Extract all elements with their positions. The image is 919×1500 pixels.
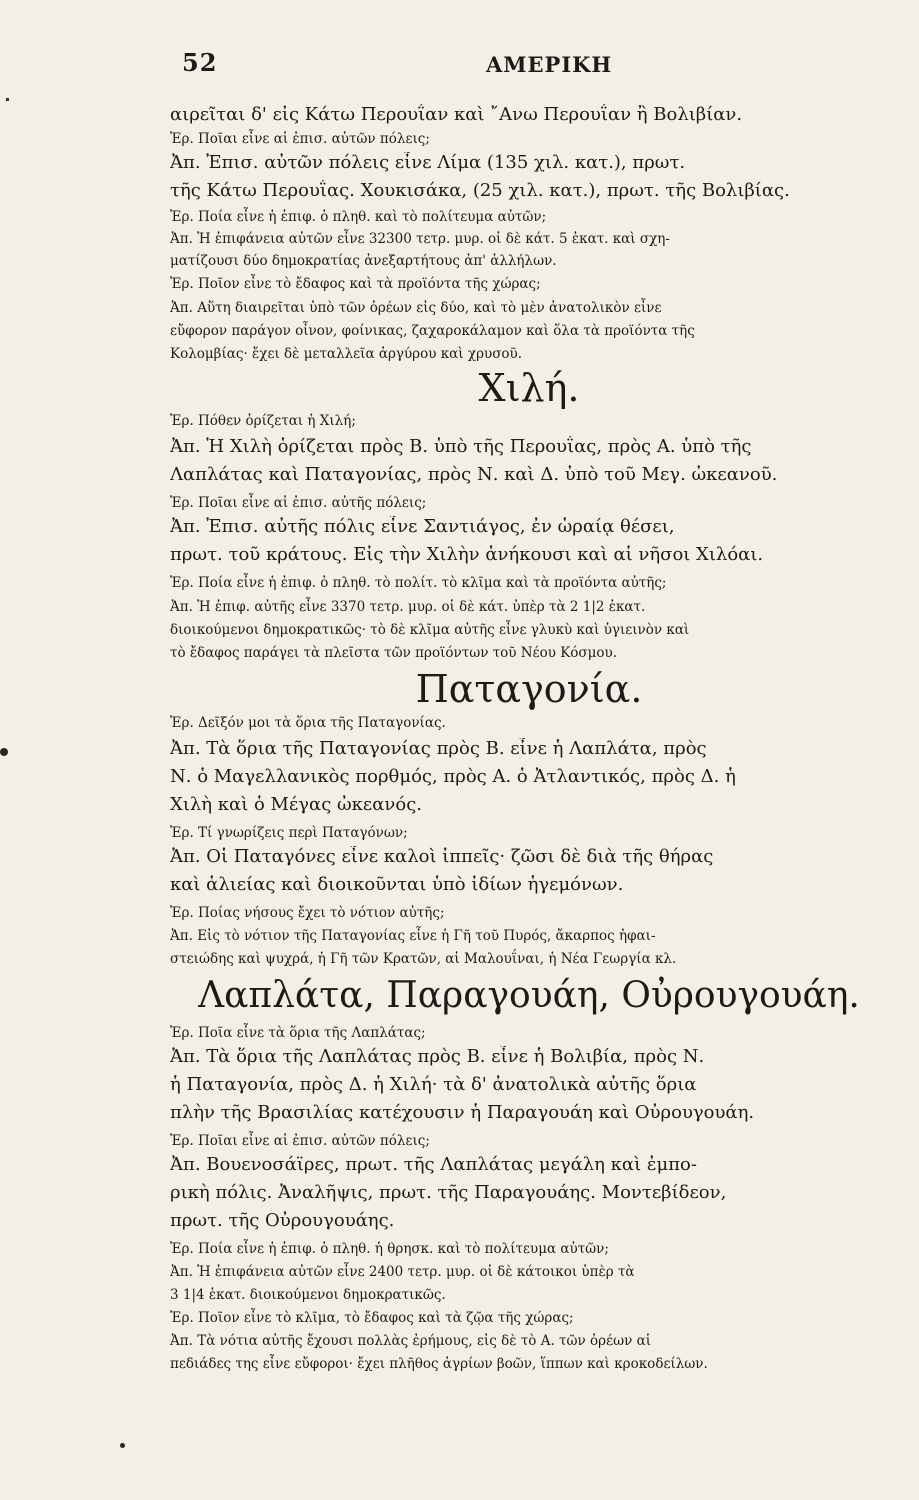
- answer-line: Ἀπ. Ἡ Χιλὴ ὁρίζεται πρὸς Β. ὑπὸ τῆς Περουΐας, πρὸς Α. ὑπὸ τῆς: [170, 436, 752, 457]
- text-line: πρωτ. τῆς Οὐρουγουάης.: [170, 1210, 395, 1231]
- section-heading-chile: Χιλή.: [478, 366, 580, 410]
- text-line: Ν. ὁ Μαγελλανικὸς πορθμός, πρὸς Α. ὁ Ἀτλαντικός, πρὸς Δ. ἡ: [170, 766, 736, 787]
- margin-speck: [0, 748, 8, 756]
- text-line: 3 1|4 ἑκατ. διοικούμενοι δημοκρατικῶς.: [170, 1287, 446, 1303]
- question-line: Ἐρ. Ποῖον εἶνε τὸ κλῖμα, τὸ ἔδαφος καὶ τὰ ζῷα τῆς χώρας;: [170, 1310, 574, 1326]
- question-line: Ἐρ. Ποῖα εἶνε τὰ ὅρια τῆς Λαπλάτας;: [170, 1025, 426, 1041]
- text-line: πρωτ. τοῦ κράτους. Εἰς τὴν Χιλὴν ἀνήκουσι καὶ αἱ νῆσοι Χιλόαι.: [170, 544, 764, 565]
- text-line: Κολομβίας· ἔχει δὲ μεταλλεῖα ἀργύρου καὶ χρυσοῦ.: [170, 346, 523, 362]
- answer-line: Ἀπ. Τὰ ὅρια τῆς Λαπλάτας πρὸς Β. εἶνε ἡ Βολιβία, πρὸς Ν.: [170, 1046, 705, 1067]
- section-heading-laplata: Λαπλάτα, Παραγουάη, Οὐρουγουάη.: [198, 975, 860, 1016]
- text-line: διοικούμενοι δημοκρατικῶς· τὸ δὲ κλῖμα αὐτῆς εἶνε γλυκὺ καὶ ὑγιεινὸν καὶ: [170, 622, 690, 638]
- text-line: τὸ ἔδαφος παράγει τὰ πλεῖστα τῶν προϊόντων τοῦ Νέου Κόσμου.: [170, 645, 618, 661]
- answer-line: Ἀπ. Ἡ ἐπιφάνεια αὐτῶν εἶνε 32300 τετρ. μυρ. οἱ δὲ κάτ. 5 ἑκατ. καὶ σχη-: [170, 231, 670, 247]
- text-line: ματίζουσι δύο δημοκρατίας ἀνεξαρτήτους ἀπ' ἀλλήλων.: [170, 253, 557, 269]
- question-line: Ἐρ. Ποῖον εἶνε τὸ ἔδαφος καὶ τὰ προϊόντα τῆς χώρας;: [170, 276, 541, 292]
- question-line: Ἐρ. Ποῖαι εἶνε αἱ ἐπισ. αὐτῶν πόλεις;: [170, 1133, 430, 1149]
- answer-line: Ἀπ. Τὰ ὅρια τῆς Παταγονίας πρὸς Β. εἶνε ἡ Λαπλάτα, πρὸς: [170, 738, 707, 759]
- answer-line: Ἀπ. Οἱ Παταγόνες εἶνε καλοὶ ἱππεῖς· ζῶσι δὲ διὰ τῆς θήρας: [170, 846, 714, 867]
- answer-line: Ἀπ. Εἰς τὸ νότιον τῆς Παταγονίας εἶνε ἡ Γῆ τοῦ Πυρός, ἄκαρπος ἡφαι-: [170, 928, 656, 944]
- answer-line: Ἀπ. Ἐπισ. αὐτῶν πόλεις εἶνε Λίμα (135 χιλ. κατ.), πρωτ.: [170, 152, 686, 173]
- margin-speck: [6, 98, 9, 101]
- answer-line: Ἀπ. Αὕτη διαιρεῖται ὑπὸ τῶν ὀρέων εἰς δύο, καὶ τὸ μὲν ἀνατολικὸν εἶνε: [170, 300, 662, 316]
- text-line: καὶ ἁλιείας καὶ διοικοῦνται ὑπὸ ἰδίων ἡγεμόνων.: [170, 874, 624, 895]
- answer-line: Ἀπ. Ἡ ἐπιφ. αὐτῆς εἶνε 3370 τετρ. μυρ. οἱ δὲ κάτ. ὑπὲρ τὰ 2 1|2 ἑκατ.: [170, 599, 646, 615]
- answer-line: Ἀπ. Ἡ ἐπιφάνεια αὐτῶν εἶνε 2400 τετρ. μυρ. οἱ δὲ κάτοικοι ὑπὲρ τὰ: [170, 1264, 635, 1280]
- margin-speck: [120, 1443, 125, 1448]
- text-line: Χιλὴ καὶ ὁ Μέγας ὠκεανός.: [170, 794, 422, 815]
- question-line: Ἐρ. Δεῖξόν μοι τὰ ὅρια τῆς Παταγονίας.: [170, 715, 446, 731]
- question-line: Ἐρ. Ποῖαι εἶνε αἱ ἐπισ. αὐτῶν πόλεις;: [170, 131, 430, 147]
- answer-line: Ἀπ. Ἐπισ. αὐτῆς πόλις εἶνε Σαντιάγος, ἐν ὡραίᾳ θέσει,: [170, 516, 675, 537]
- answer-line: Ἀπ. Βουενοσάϊρες, πρωτ. τῆς Λαπλάτας μεγάλη καὶ ἐμπο-: [170, 1154, 697, 1175]
- text-line: Λαπλάτας καὶ Παταγονίας, πρὸς Ν. καὶ Δ. ὑπὸ τοῦ Μεγ. ὠκεανοῦ.: [170, 464, 778, 485]
- text-line: αιρεῖται δ' εἰς Κάτω Περουΐαν καὶ ῎Ανω Περουΐαν ἢ Βολιβίαν.: [170, 104, 743, 125]
- question-line: Ἐρ. Ποίας νήσους ἔχει τὸ νότιον αὐτῆς;: [170, 905, 445, 921]
- question-line: Ἐρ. Πόθεν ὁρίζεται ἡ Χιλή;: [170, 413, 356, 429]
- text-line: τῆς Κάτω Περουΐας. Χουκισάκα, (25 χιλ. κατ.), πρωτ. τῆς Βολιβίας.: [170, 180, 790, 201]
- answer-line: Ἀπ. Τὰ νότια αὐτῆς ἔχουσι πολλὰς ἐρήμους, εἰς δὲ τὸ Α. τῶν ὀρέων αἱ: [170, 1333, 651, 1349]
- text-line: ἡ Παταγονία, πρὸς Δ. ἡ Χιλή· τὰ δ' ἀνατολικὰ αὐτῆς ὅρια: [170, 1074, 697, 1095]
- text-line: πλὴν τῆς Βρασιλίας κατέχουσιν ἡ Παραγουάη καὶ Οὐρουγουάη.: [170, 1102, 755, 1123]
- question-line: Ἐρ. Ποία εἶνε ἡ ἐπιφ. ὁ πληθ. ἡ θρησκ. καὶ τὸ πολίτευμα αὐτῶν;: [170, 1241, 609, 1257]
- page-number: 52: [182, 48, 218, 77]
- question-line: Ἐρ. Ποῖαι εἶνε αἱ ἐπισ. αὐτῆς πόλεις;: [170, 495, 427, 511]
- text-line: στειώδης καὶ ψυχρά, ἡ Γῆ τῶν Κρατῶν, αἱ Μαλουΐναι, ἡ Νέα Γεωργία κλ.: [170, 951, 677, 967]
- section-heading-patagonia: Παταγονία.: [415, 667, 643, 711]
- question-line: Ἐρ. Ποία εἶνε ἡ ἐπιφ. ὁ πληθ. τὸ πολίτ. τὸ κλῖμα καὶ τὰ προϊόντα αὐτῆς;: [170, 575, 667, 591]
- question-line: Ἐρ. Τί γνωρίζεις περὶ Παταγόνων;: [170, 825, 408, 841]
- question-line: Ἐρ. Ποία εἶνε ἡ ἐπιφ. ὁ πληθ. καὶ τὸ πολίτευμα αὐτῶν;: [170, 209, 547, 225]
- running-head: ΑΜΕΡΙΚΗ: [486, 52, 613, 77]
- text-line: εὔφορον παράγον οἶνον, φοίνικας, ζαχαροκάλαμον καὶ ὅλα τὰ προϊόντα τῆς: [170, 323, 695, 339]
- text-line: πεδιάδες της εἶνε εὔφοροι· ἔχει πλῆθος ἀγρίων βοῶν, ἵππων καὶ κροκοδείλων.: [170, 1356, 708, 1372]
- text-line: ρικὴ πόλις. Ἀναλῆψις, πρωτ. τῆς Παραγουάης. Μοντεβίδεον,: [170, 1182, 727, 1203]
